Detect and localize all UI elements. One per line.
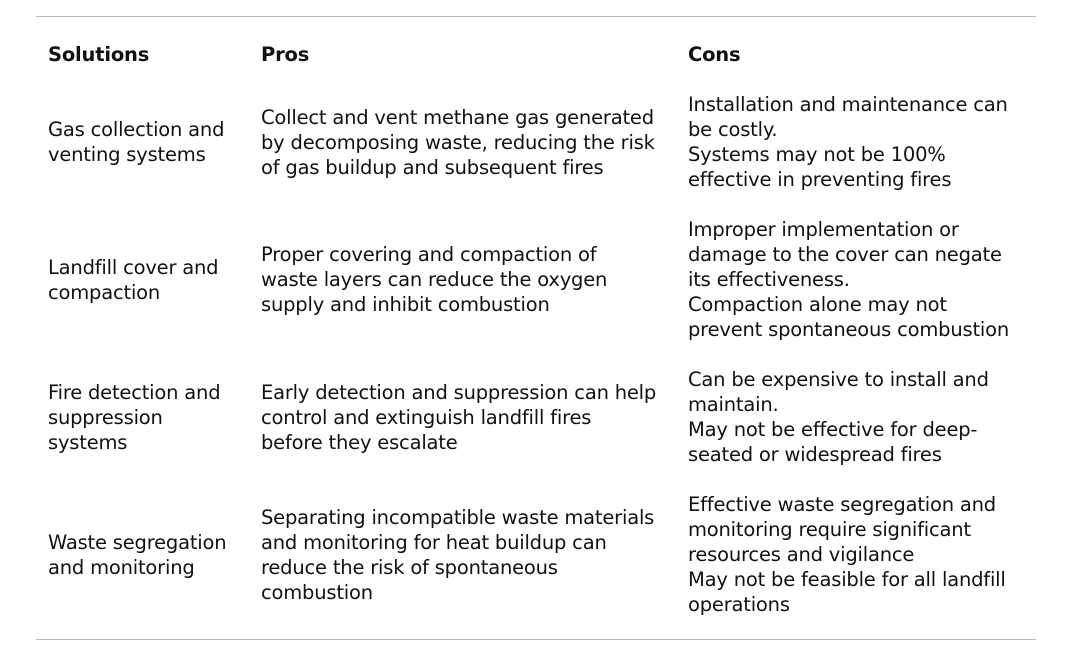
- table-header-row: [36, 42, 1036, 67]
- header-cons: Cons: [688, 43, 741, 66]
- text-line: seated or widespread fires: [688, 443, 942, 466]
- text-line: venting systems: [48, 143, 206, 166]
- text-line: Waste segregation: [48, 530, 227, 554]
- solution-cell: [36, 530, 261, 580]
- text-line: Separating incompatible waste materials: [261, 505, 655, 529]
- text-line: Early detection and suppression can help: [261, 380, 657, 404]
- text-line: operations: [688, 593, 790, 616]
- pros-cell: [261, 380, 688, 455]
- solution-cell: [36, 255, 261, 305]
- text-line: Systems may not be 100%: [688, 143, 946, 166]
- comparison-table: [36, 16, 1036, 640]
- text-line: before they escalate: [261, 430, 458, 454]
- text-line: monitoring require significant: [688, 518, 971, 541]
- text-line: resources and vigilance: [688, 543, 915, 566]
- table-row: [36, 217, 1036, 342]
- text-line: Fire detection and: [48, 380, 221, 404]
- header-solutions: Solutions: [48, 43, 150, 66]
- text-line: Effective waste segregation and: [688, 493, 996, 516]
- text-line: prevent spontaneous combustion: [688, 318, 1010, 341]
- cons-cell: [688, 492, 1036, 617]
- text-line: and monitoring: [48, 555, 195, 579]
- pros-cell: [261, 505, 688, 605]
- text-line: combustion: [261, 580, 373, 604]
- pros-cell: [261, 242, 688, 317]
- text-line: reduce the risk of spontaneous: [261, 555, 558, 579]
- text-line: Can be expensive to install and: [688, 368, 989, 391]
- text-line: waste layers can reduce the oxygen: [261, 268, 608, 291]
- text-line: May not be effective for deep-: [688, 418, 978, 441]
- text-line: and monitoring for heat buildup can: [261, 530, 607, 554]
- text-line: Proper covering and compaction of: [261, 243, 597, 266]
- cons-cell: [688, 367, 1036, 467]
- header-pros: Pros: [261, 43, 310, 66]
- text-line: Improper implementation or: [688, 218, 959, 241]
- text-line: Gas collection and: [48, 118, 225, 141]
- text-line: control and extinguish landfill fires: [261, 405, 592, 429]
- cons-cell: [688, 92, 1036, 192]
- text-line: systems: [48, 430, 128, 454]
- text-line: effective in preventing fires: [688, 168, 952, 191]
- text-line: May not be feasible for all landfill: [688, 568, 1006, 591]
- pros-cell: [261, 105, 688, 180]
- table-row: [36, 92, 1036, 192]
- table-row: [36, 367, 1036, 467]
- text-line: Compaction alone may not: [688, 293, 947, 316]
- text-line: Installation and maintenance can: [688, 93, 1008, 116]
- text-line: its effectiveness.: [688, 268, 850, 291]
- text-line: suppression: [48, 405, 163, 429]
- text-line: Collect and vent methane gas generated: [261, 105, 654, 129]
- text-line: of gas buildup and subsequent fires: [261, 155, 604, 179]
- text-line: by decomposing waste, reducing the risk: [261, 130, 655, 154]
- text-line: damage to the cover can negate: [688, 243, 1002, 266]
- solution-cell: [36, 117, 261, 167]
- text-line: supply and inhibit combustion: [261, 293, 550, 316]
- text-line: maintain.: [688, 393, 779, 416]
- text-line: be costly.: [688, 118, 778, 141]
- text-line: compaction: [48, 280, 161, 304]
- text-line: Landfill cover and: [48, 255, 219, 279]
- table-row: [36, 492, 1036, 617]
- cons-cell: [688, 217, 1036, 342]
- solution-cell: [36, 380, 261, 455]
